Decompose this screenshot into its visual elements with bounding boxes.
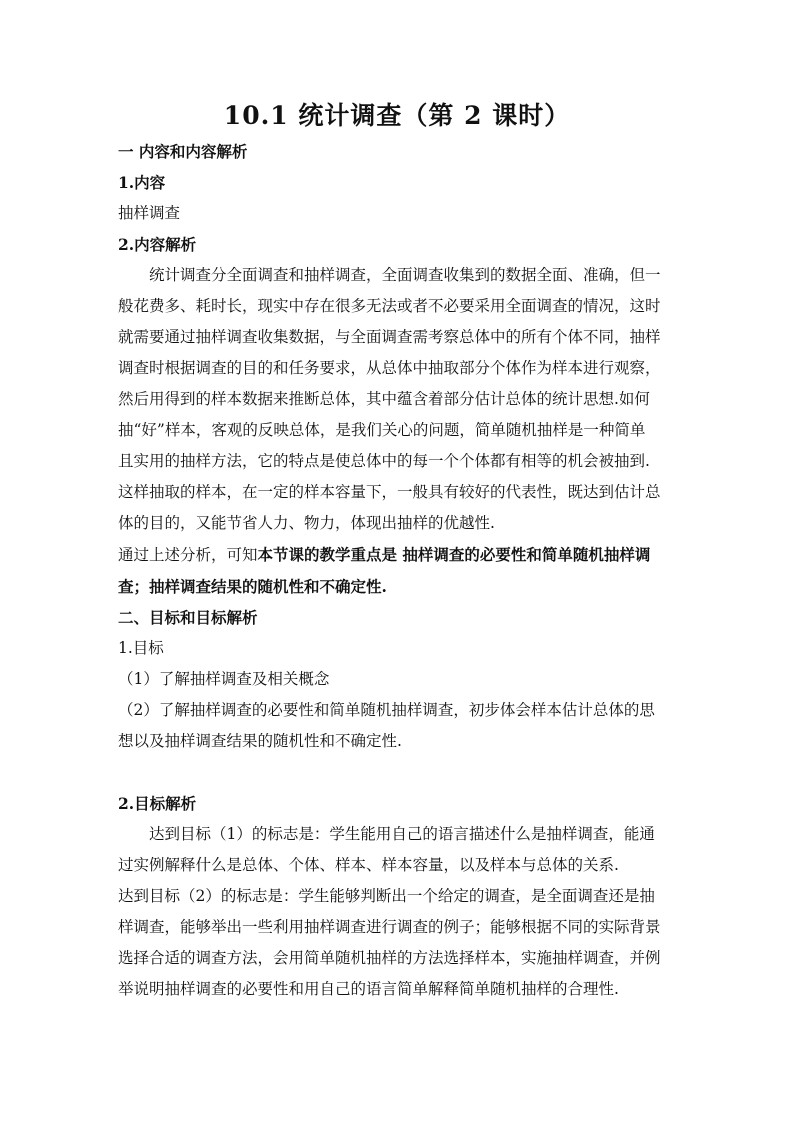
subheading-goals: 1.目标 bbox=[118, 639, 164, 657]
analysis-line: 然后用得到的样本数据来推断总体，其中蕴含着部分估计总体的统计思想.如何 bbox=[118, 390, 650, 408]
analysis-line: 统计调查分全面调查和抽样调查，全面调查收集到的数据全面、准确，但一 bbox=[149, 266, 661, 284]
analysis-line: 且实用的抽样方法，它的特点是使总体中的每一个个体都有相等的机会被抽到. bbox=[118, 452, 650, 470]
section-heading-content: 一 内容和内容解析 bbox=[118, 142, 248, 161]
goal-analysis-line: 样调查，能够举出一些利用抽样调查进行调查的例子；能够根据不同的实际背景 bbox=[118, 918, 661, 936]
page-title: 10.1 统计调查（第 2 课时） bbox=[223, 101, 571, 130]
goal-item-1: （1）了解抽样调查及相关概念 bbox=[118, 670, 330, 688]
analysis-line: 这样抽取的样本，在一定的样本容量下，一般具有较好的代表性，既达到估计总 bbox=[118, 483, 661, 501]
goal-analysis-line: 举说明抽样调查的必要性和用自己的语言简单解释简单随机抽样的合理性. bbox=[118, 980, 619, 998]
goal-item-2-continued: 想以及抽样调查结果的随机性和不确定性. bbox=[118, 732, 402, 750]
goal-analysis-line: 达到目标（1）的标志是：学生能用自己的语言描述什么是抽样调查，能通 bbox=[149, 825, 655, 843]
summary-bold-continued: 查；抽样调查结果的随机性和不确定性. bbox=[118, 577, 387, 596]
analysis-line: 体的目的，又能节省人力、物力，体现出抽样的优越性. bbox=[118, 514, 495, 532]
summary-line bbox=[118, 539, 676, 571]
analysis-line: 就需要通过抽样调查收集数据，与全面调查需考察总体中的所有个体不同，抽样 bbox=[118, 328, 661, 346]
goal-analysis-line: 达到目标（2）的标志是：学生能够判断出一个给定的调查，是全面调查还是抽 bbox=[118, 887, 655, 905]
subheading-goal-analysis: 2.目标解析 bbox=[118, 794, 197, 813]
section-heading-goals: 二、目标和目标解析 bbox=[118, 608, 258, 627]
content-text: 抽样调查 bbox=[118, 204, 181, 222]
goal-analysis-line: 过实例解释什么是总体、个体、样本、样本容量，以及样本与总体的关系. bbox=[118, 856, 619, 874]
analysis-line: 般花费多、耗时长，现实中存在很多无法或者不必要采用全面调查的情况，这时 bbox=[118, 297, 661, 315]
summary-bold: 本节课的教学重点是 抽样调查的必要性和简单随机抽样调 bbox=[257, 545, 651, 564]
analysis-line: 调查时根据调查的目的和任务要求，从总体中抽取部分个体作为样本进行观察， bbox=[118, 359, 661, 377]
goal-item-2: （2）了解抽样调查的必要性和简单随机抽样调查，初步体会样本估计总体的思 bbox=[118, 701, 655, 719]
analysis-line: 抽“好”样本，客观的反映总体，是我们关心的问题，简单随机抽样是一种简单 bbox=[118, 421, 646, 439]
summary-prefix: 通过上述分析，可知 bbox=[118, 546, 258, 564]
blank-line bbox=[118, 757, 676, 788]
subheading-content: 1.内容 bbox=[118, 173, 166, 192]
goal-analysis-line: 选择合适的调查方法，会用简单随机抽样的方法选择样本，实施抽样调查，并例 bbox=[118, 949, 661, 967]
subheading-content-analysis: 2.内容解析 bbox=[118, 235, 197, 254]
